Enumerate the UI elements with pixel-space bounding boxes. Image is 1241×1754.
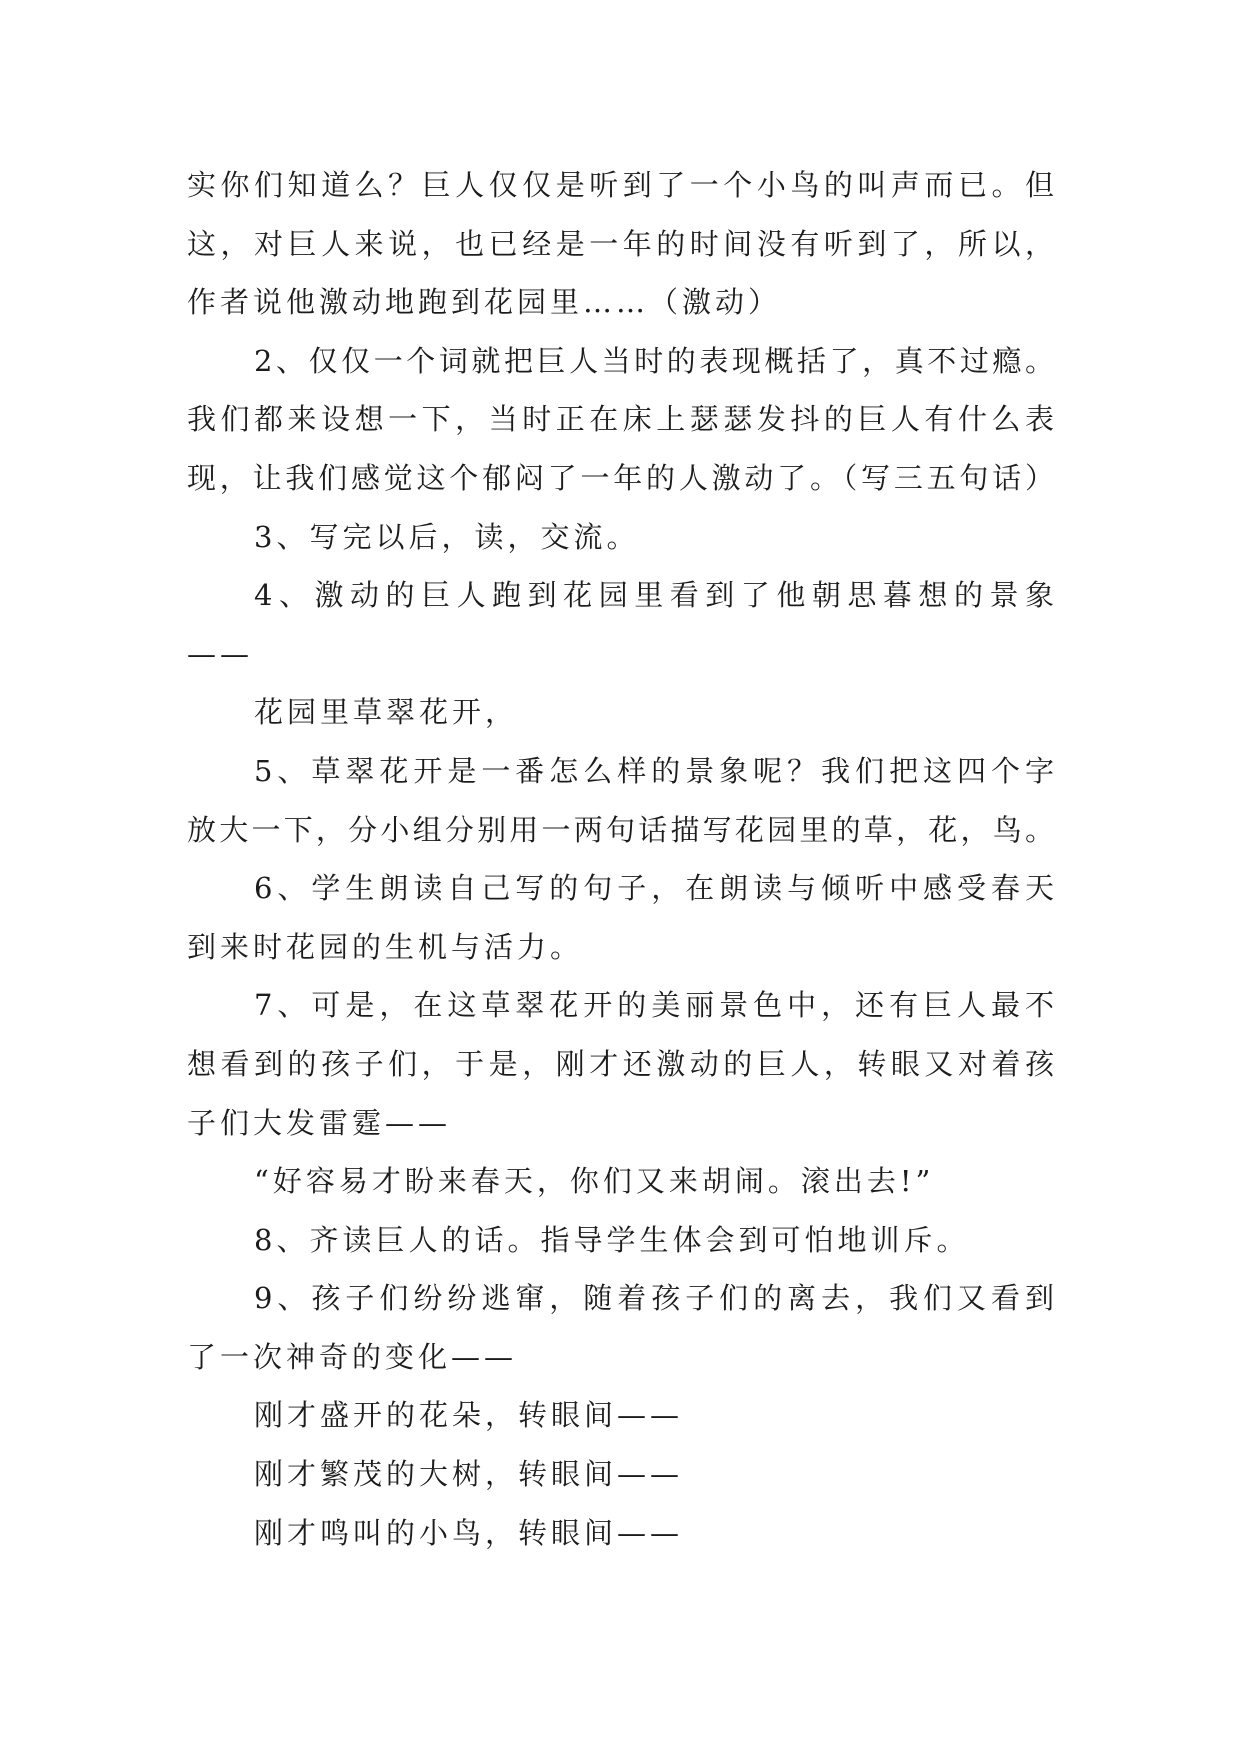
- paragraph: [187, 1445, 1054, 1504]
- text-line: 了一次神奇的变化——: [187, 1339, 518, 1374]
- text-line: 作者说他激动地跑到花园里……（激动）: [187, 285, 782, 320]
- text-line: 子们大发雷霆——: [187, 1105, 452, 1140]
- paragraph: [187, 1211, 1054, 1270]
- text-line: 花园里草翠花开，: [254, 695, 519, 730]
- paragraph: [187, 156, 1054, 332]
- quote-line: “好容易才盼来春天，你们又来胡闹。滚出去!”: [254, 1164, 935, 1199]
- text-line: 9、孩子们纷纷逃窜，随着孩子们的离去，我们又看到: [254, 1281, 1054, 1316]
- text-line: 6、学生朗读自己写的句子，在朗读与倾听中感受春天: [254, 871, 1054, 906]
- text-line: 实你们知道么？巨人仅仅是听到了一个小鸟的叫声而已。但: [187, 168, 1054, 202]
- paragraph: [187, 566, 1054, 683]
- paragraph: [187, 508, 1054, 567]
- text-line: 到来时花园的生机与活力。: [187, 929, 584, 964]
- text-line: 刚才盛开的花朵，转眼间——: [254, 1398, 684, 1433]
- paragraph: [187, 1152, 1054, 1211]
- paragraph: [187, 742, 1054, 859]
- text-line: 2、仅仅一个词就把巨人当时的表现概括了，真不过瘾。: [254, 343, 1054, 378]
- document-body: [187, 156, 1054, 1562]
- paragraph: [187, 332, 1054, 508]
- text-line: 放大一下，分小组分别用一两句话描写花园里的草，花，鸟。: [187, 812, 1054, 847]
- text-line: 5、草翠花开是一番怎么样的景象呢？我们把这四个字: [254, 753, 1054, 788]
- paragraph: [187, 859, 1054, 976]
- paragraph: [187, 1269, 1054, 1386]
- paragraph: [187, 1504, 1054, 1563]
- text-line: 现，让我们感觉这个郁闷了一年的人激动了。（写三五句话）: [187, 460, 1054, 495]
- paragraph: [187, 1386, 1054, 1445]
- text-line: 7、可是，在这草翠花开的美丽景色中，还有巨人最不: [254, 988, 1054, 1023]
- text-line: 8、齐读巨人的话。指导学生体会到可怕地训斥。: [254, 1222, 970, 1257]
- paragraph: [187, 683, 1054, 742]
- text-line: 4、激动的巨人跑到花园里看到了他朝思暮想的景象: [254, 578, 1054, 613]
- paragraph: [187, 976, 1054, 1152]
- text-line: 我们都来设想一下，当时正在床上瑟瑟发抖的巨人有什么表: [187, 402, 1054, 437]
- text-line: 刚才繁茂的大树，转眼间——: [254, 1457, 684, 1492]
- text-line: 这，对巨人来说，也已经是一年的时间没有听到了，所以，: [187, 226, 1054, 261]
- text-line: 刚才鸣叫的小鸟，转眼间——: [254, 1515, 684, 1550]
- text-line: ——: [187, 636, 253, 671]
- text-line: 3、写完以后，读，交流。: [254, 519, 640, 554]
- text-line: 想看到的孩子们，于是，刚才还激动的巨人，转眼又对着孩: [187, 1046, 1054, 1081]
